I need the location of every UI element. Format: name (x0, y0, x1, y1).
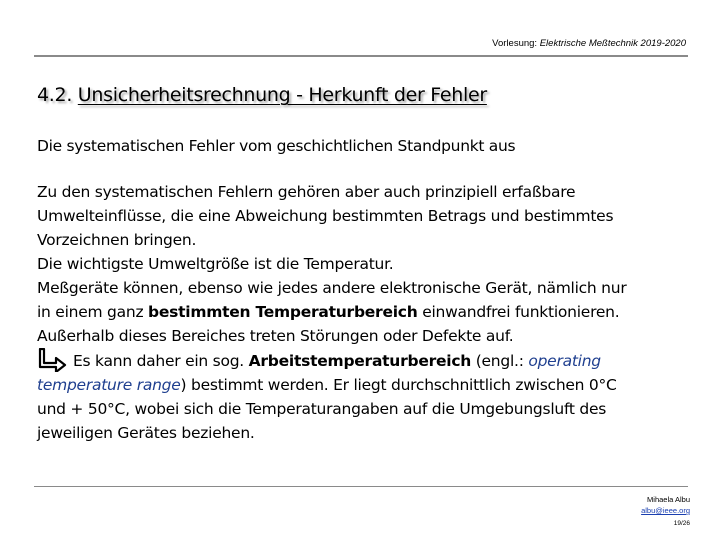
bold-term: bestimmten Temperaturbereich (148, 303, 418, 321)
course-header (492, 38, 686, 49)
course-title: Elektrische Meßtechnik 2019-2020 (539, 38, 686, 49)
text-run: in einem ganz (37, 303, 149, 321)
body-line (37, 373, 697, 397)
slide-title (37, 84, 487, 106)
body-line (37, 300, 697, 324)
body-line (37, 348, 697, 373)
body-line: Zu den systematischen Fehlern gehören aber auch prinzipiell erfaßbare (37, 183, 576, 201)
body-line: jeweiligen Gerätes beziehen. (37, 424, 255, 442)
body-line: Vorzeichnen bringen. (37, 231, 197, 249)
hollow-bent-arrow-icon (37, 348, 67, 372)
text-run: ) bestimmt werden. Er liegt durchschnittlich zwischen 0°C (180, 376, 617, 394)
author-name: Mihaela Albu (647, 495, 690, 504)
title-number: 4.2. (37, 84, 78, 106)
slide-subtitle: Die systematischen Fehler vom geschichtlichen Standpunkt aus (37, 137, 516, 155)
title-text: Unsicherheitsrechnung - Herkunft der Fehler (77, 84, 487, 106)
bold-term: Arbeitstemperaturbereich (248, 352, 472, 370)
footer-divider (34, 486, 688, 487)
text-run: (engl.: (471, 352, 529, 370)
body-line: und + 50°C, wobei sich die Temperaturangaben auf die Umgebungsluft des (37, 400, 607, 418)
text-run: Es kann daher ein sog. (73, 352, 249, 370)
course-prefix: Vorlesung: (492, 38, 540, 49)
body-line: Meßgeräte können, ebenso wie jedes andere elektronische Gerät, nämlich nur (37, 279, 627, 297)
author-email-link[interactable]: albu@ieee.org (641, 506, 690, 515)
page-number: 19/26 (673, 520, 690, 527)
footer (641, 494, 690, 529)
body-line: Außerhalb dieses Bereiches treten Störungen oder Defekte auf. (37, 327, 514, 345)
text-run: einwandfrei funktionieren. (417, 303, 620, 321)
header-divider (34, 55, 688, 57)
english-term: operating (528, 352, 601, 370)
slide-body (37, 180, 697, 445)
body-line: Umwelteinflüsse, die eine Abweichung bestimmten Betrags und bestimmtes (37, 207, 614, 225)
body-line: Die wichtigste Umweltgröße ist die Temperatur. (37, 255, 394, 273)
english-term: temperature range (37, 376, 181, 394)
